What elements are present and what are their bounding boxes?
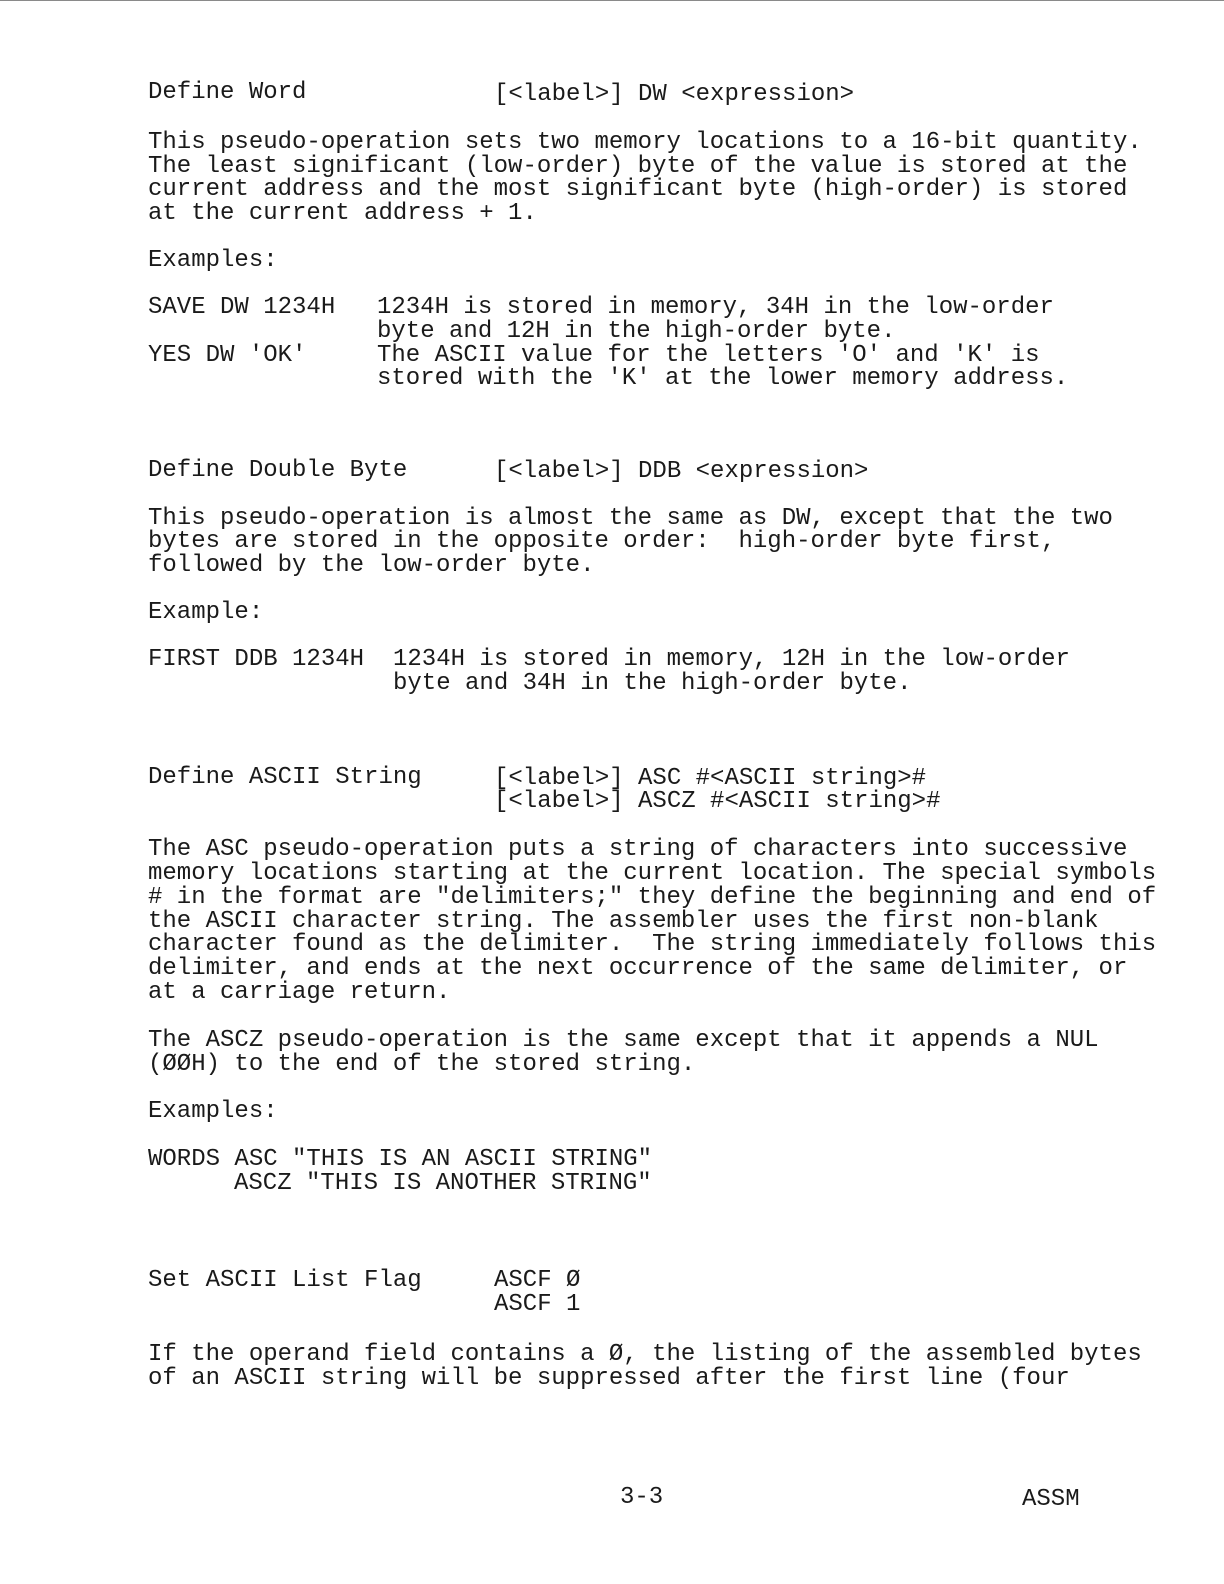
dw-example-desc: byte and 12H in the high-order byte. — [377, 318, 896, 345]
ddb-example-desc: byte and 34H in the high-order byte. — [393, 670, 912, 697]
ddb-desc-line: This pseudo-operation is almost the same as DW, except that the two — [148, 505, 1113, 532]
ascf-desc-line: If the operand field contains a Ø, the listing of the assembled bytes — [148, 1341, 1142, 1368]
dw-desc-line: current address and the most significant byte (high-order) is stored — [148, 176, 1128, 203]
ddb-example-code: FIRST DDB 1234H — [148, 646, 365, 673]
ddb-desc-line: followed by the low-order byte. — [148, 552, 595, 579]
ascf-syntax: ASCF 1 — [494, 1291, 581, 1318]
asc-example-code: ASCZ "THIS IS ANOTHER STRING" — [234, 1170, 652, 1197]
ddb-example-desc: 1234H is stored in memory, 12H in the low-order — [393, 646, 1070, 673]
dw-desc-line: This pseudo-operation sets two memory locations to a 16-bit quantity. — [148, 129, 1142, 156]
ascf-title: Set ASCII List Flag — [148, 1267, 422, 1294]
dw-example-desc: 1234H is stored in memory, 34H in the low-order — [377, 294, 1054, 321]
page-number: 3-3 — [620, 1484, 664, 1511]
asc-desc-line: at a carriage return. — [148, 979, 451, 1006]
asc-desc-line: The ASC pseudo-operation puts a string of characters into successive — [148, 836, 1128, 863]
asc-syntax: [<label>] ASC #<ASCII string># — [494, 765, 927, 792]
dw-example-code: SAVE DW 1234H — [148, 294, 336, 321]
page-top-rule — [0, 0, 1224, 1]
ascz-desc-line: (ØØH) to the end of the stored string. — [148, 1051, 696, 1078]
ascf-syntax: ASCF Ø — [494, 1267, 581, 1294]
dw-example-desc: stored with the 'K' at the lower memory address. — [377, 365, 1069, 392]
asc-title: Define ASCII String — [148, 764, 422, 791]
ddb-desc-line: bytes are stored in the opposite order: high-order byte first, — [148, 528, 1056, 555]
dw-title: Define Word — [148, 79, 307, 106]
asc-syntax: [<label>] ASCZ #<ASCII string># — [494, 788, 941, 815]
asc-desc-line: delimiter, and ends at the next occurrence of the same delimiter, or — [148, 955, 1128, 982]
section-label: ASSM — [1022, 1486, 1080, 1513]
dw-desc-line: at the current address + 1. — [148, 200, 537, 227]
asc-examples-heading: Examples: — [148, 1098, 278, 1125]
dw-example-desc: The ASCII value for the letters 'O' and 'K' is — [377, 342, 1040, 369]
asc-desc-line: # in the format are "delimiters;" they define the beginning and end of — [148, 884, 1157, 911]
asc-example-code: WORDS ASC "THIS IS AN ASCII STRING" — [148, 1146, 653, 1173]
ddb-syntax: [<label>] DDB <expression> — [494, 458, 869, 485]
dw-syntax: [<label>] DW <expression> — [494, 81, 855, 108]
dw-example-code: YES DW 'OK' — [148, 342, 307, 369]
ascf-desc-line: of an ASCII string will be suppressed after the first line (four — [148, 1365, 1070, 1392]
ddb-example-heading: Example: — [148, 599, 264, 626]
dw-examples-heading: Examples: — [148, 247, 278, 274]
dw-desc-line: The least significant (low-order) byte of the value is stored at the — [148, 153, 1128, 180]
asc-desc-line: memory locations starting at the current location. The special symbols — [148, 860, 1157, 887]
ddb-title: Define Double Byte — [148, 457, 408, 484]
asc-desc-line: the ASCII character string. The assembler uses the first non-blank — [148, 908, 1099, 935]
ascz-desc-line: The ASCZ pseudo-operation is the same except that it appends a NUL — [148, 1027, 1099, 1054]
asc-desc-line: character found as the delimiter. The string immediately follows this — [148, 931, 1157, 958]
